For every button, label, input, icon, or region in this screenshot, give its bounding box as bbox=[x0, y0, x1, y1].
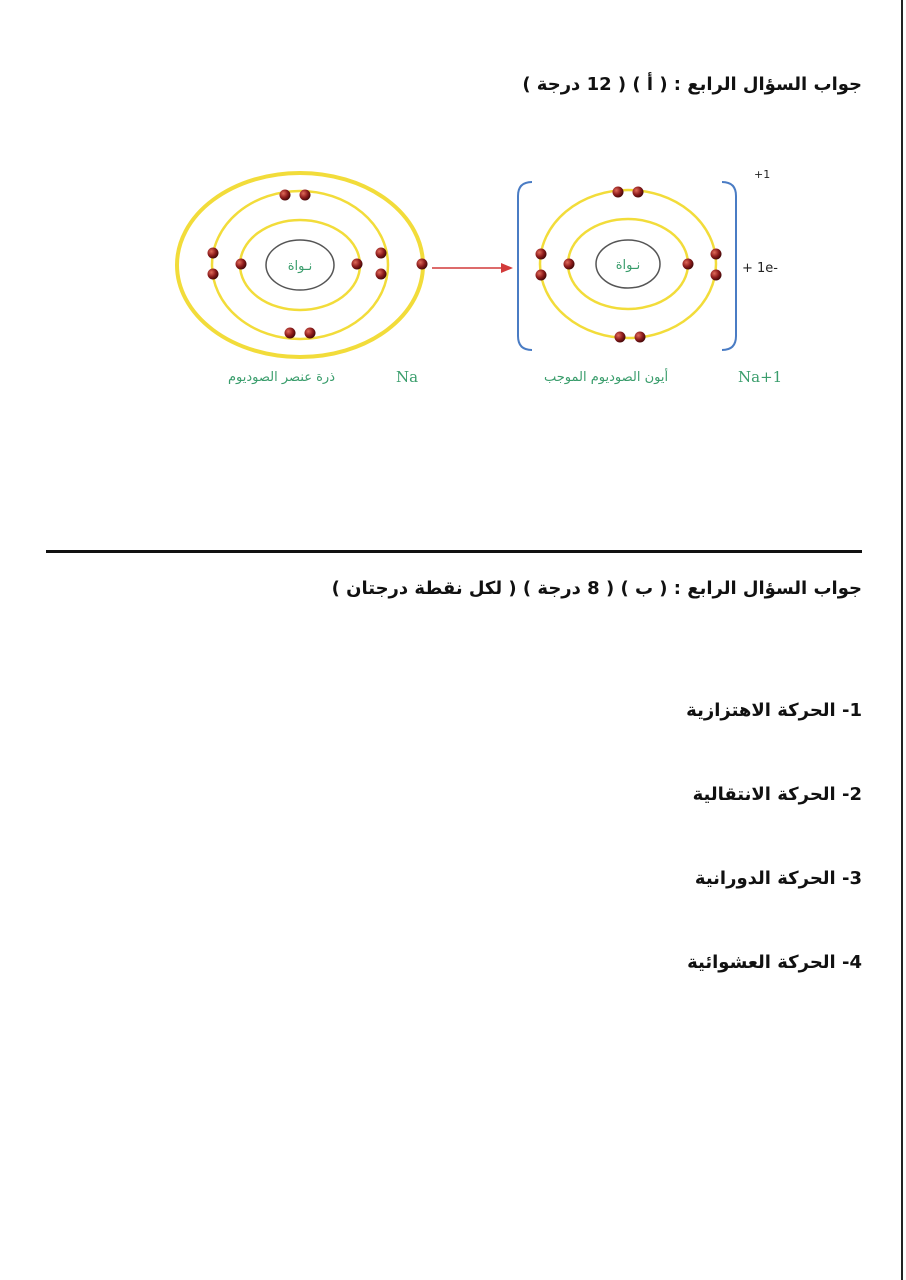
list-item: 1- الحركة الاهتزازية bbox=[686, 700, 862, 721]
section-a-heading: جواب السؤال الرابع : ( أ ) ( 12 درجة ) bbox=[522, 74, 862, 95]
electron bbox=[280, 190, 291, 201]
atom-symbol: Na bbox=[396, 368, 419, 386]
electron bbox=[208, 269, 219, 280]
electron bbox=[613, 187, 624, 198]
atom-caption: ذرة عنصر الصوديوم bbox=[228, 370, 336, 385]
ion-caption: أيون الصوديوم الموجب bbox=[544, 370, 669, 385]
electron bbox=[711, 270, 722, 281]
ion-bracket-left bbox=[518, 182, 532, 350]
electron bbox=[635, 332, 646, 343]
ion-charge-label: +1 bbox=[754, 168, 771, 181]
ion-bracket-right bbox=[722, 182, 736, 350]
electron bbox=[300, 190, 311, 201]
electron bbox=[305, 328, 316, 339]
electron bbox=[633, 187, 644, 198]
electron bbox=[352, 259, 363, 270]
electron bbox=[236, 259, 247, 270]
valence-electron bbox=[417, 259, 428, 270]
page-edge-line bbox=[901, 0, 903, 1280]
electron bbox=[376, 269, 387, 280]
list-item: 4- الحركة العشوائية bbox=[687, 952, 862, 973]
released-electron-label: + 1e- bbox=[742, 261, 778, 276]
section-b-heading: جواب السؤال الرابع : ( ب ) ( 8 درجة ) ( لكل نقطة درجتان ) bbox=[331, 578, 862, 599]
diagram-svg bbox=[170, 160, 790, 400]
electron bbox=[564, 259, 575, 270]
electron bbox=[615, 332, 626, 343]
list-item: 3- الحركة الدورانية bbox=[694, 868, 862, 889]
sodium-ion-diagram bbox=[170, 160, 790, 400]
ionization-arrow bbox=[432, 263, 513, 273]
atom-nucleus-label: نـواة bbox=[287, 259, 313, 274]
electron bbox=[285, 328, 296, 339]
ion-symbol: Na+1 bbox=[738, 368, 783, 386]
ion-nucleus-label: نـواة bbox=[615, 258, 641, 273]
electron bbox=[683, 259, 694, 270]
sodium-ion bbox=[518, 168, 778, 350]
electron bbox=[536, 249, 547, 260]
section-divider bbox=[46, 550, 862, 553]
motion-types-list bbox=[686, 700, 862, 1036]
sodium-atom bbox=[177, 173, 428, 357]
electron bbox=[208, 248, 219, 259]
electron bbox=[376, 248, 387, 259]
electron bbox=[536, 270, 547, 281]
electron bbox=[711, 249, 722, 260]
list-item: 2- الحركة الانتقالية bbox=[692, 784, 862, 805]
